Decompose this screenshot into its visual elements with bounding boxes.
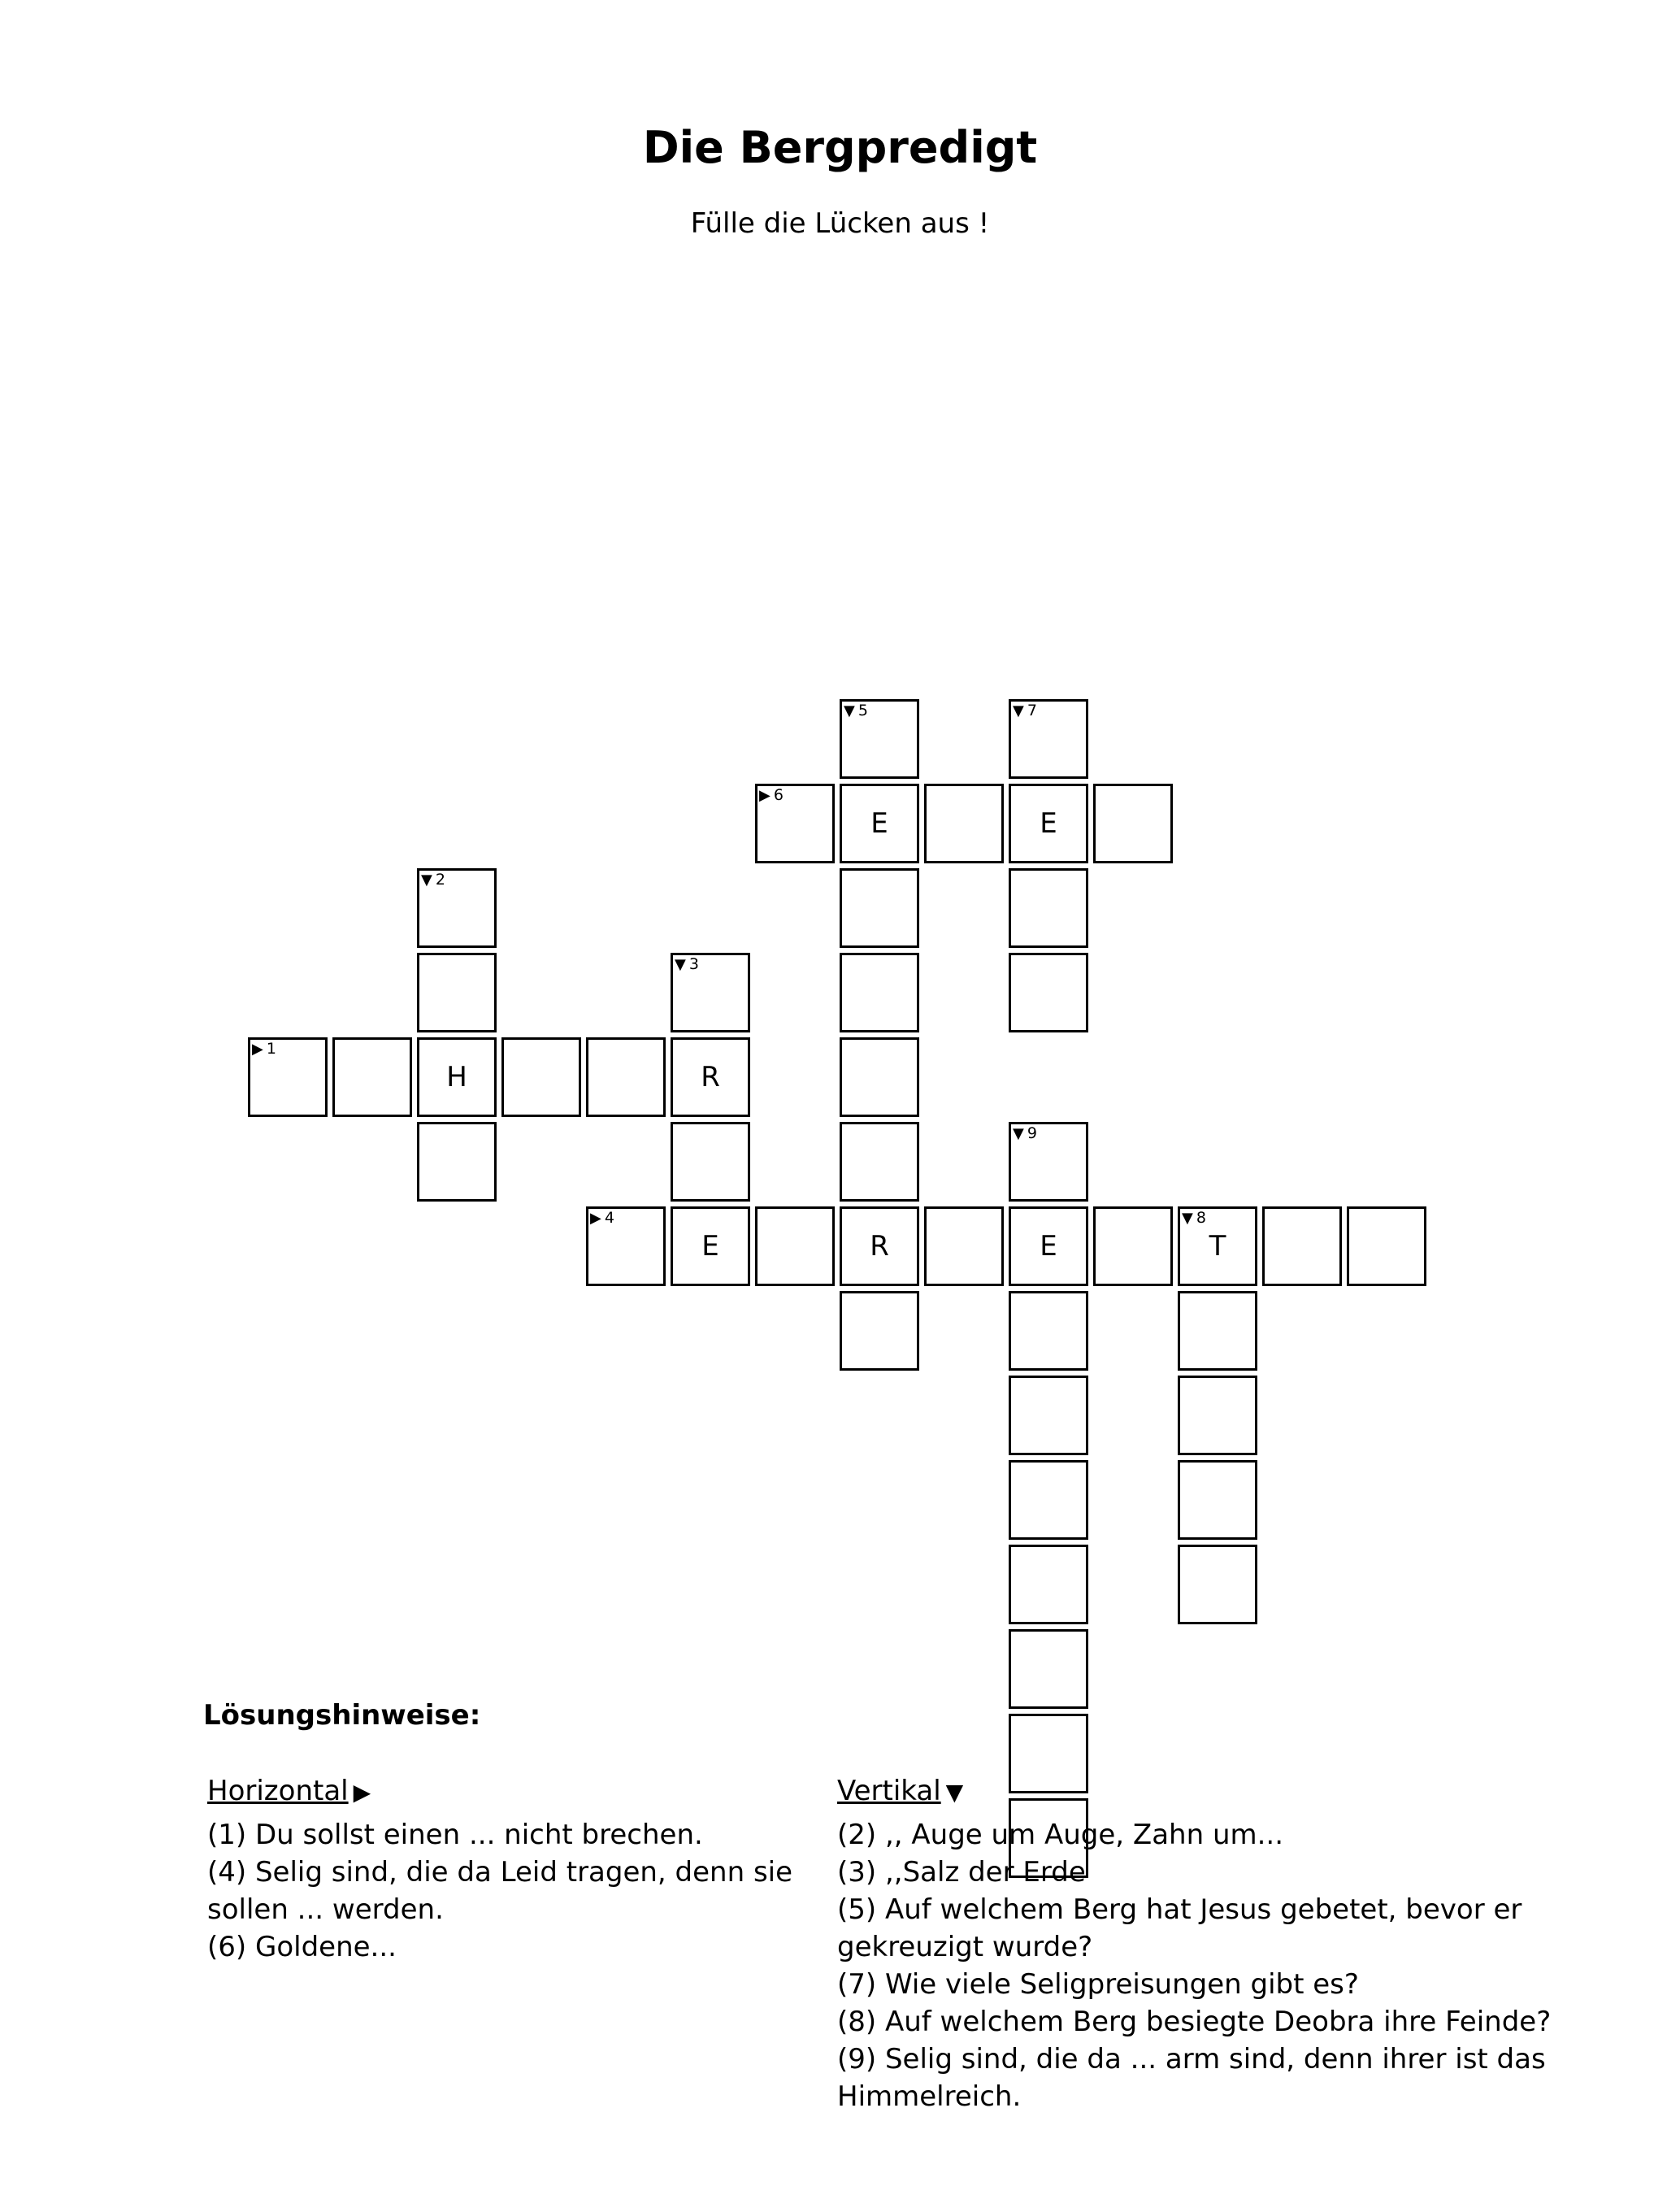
crossword-cell[interactable] <box>1178 1460 1257 1540</box>
crossword-cell[interactable] <box>1009 1545 1088 1624</box>
clue-down-2: (2) ,, Auge um Auge, Zahn um... <box>837 1819 1284 1851</box>
given-letter: R <box>701 1061 720 1093</box>
horizontal-clues <box>207 1772 809 1966</box>
crossword-cell[interactable] <box>1347 1206 1426 1286</box>
down-arrow-icon: ▼ <box>1182 1210 1193 1227</box>
right-arrow-icon: ▶ <box>759 787 771 804</box>
clue-down-5: (5) Auf welchem Berg hat Jesus gebetet, bevor er gekreuzigt wurde? <box>837 1893 1522 1963</box>
clue-number: 9 <box>1027 1124 1037 1142</box>
crossword-cell[interactable] <box>840 1206 919 1286</box>
crossword-cell[interactable] <box>1009 784 1088 863</box>
crossword-cell[interactable] <box>671 1206 750 1286</box>
crossword-cell[interactable] <box>586 1206 666 1286</box>
crossword-cell[interactable] <box>417 1122 497 1202</box>
crossword-cell[interactable] <box>755 1206 835 1286</box>
clue-number-label <box>421 872 445 888</box>
crossword-cell[interactable] <box>1093 1206 1173 1286</box>
crossword-cell[interactable] <box>1178 1545 1257 1624</box>
clue-down-9: (9) Selig sind, die da ... arm sind, denn ihrer ist das Himmelreich. <box>837 2043 1546 2113</box>
clue-number: 8 <box>1196 1209 1206 1227</box>
crossword-cell[interactable] <box>755 784 835 863</box>
clue-number-label <box>1013 1126 1037 1141</box>
clue-number: 4 <box>604 1209 614 1227</box>
crossword-cell[interactable] <box>1009 868 1088 948</box>
crossword-cell[interactable] <box>671 1037 750 1117</box>
right-arrow-icon: ▶ <box>252 1041 263 1058</box>
crossword-cell[interactable] <box>501 1037 581 1117</box>
given-letter: R <box>870 1230 889 1263</box>
crossword-cell[interactable] <box>1178 1291 1257 1371</box>
right-arrow-icon: ▶ <box>353 1779 371 1806</box>
crossword-cell[interactable] <box>1009 1122 1088 1202</box>
crossword-cell[interactable] <box>1093 784 1173 863</box>
crossword-cell[interactable] <box>840 1291 919 1371</box>
clue-number-label <box>1013 703 1037 719</box>
given-letter: E <box>1040 807 1057 840</box>
page-subtitle: Fülle die Lücken aus ! <box>690 207 990 240</box>
vertical-clues <box>837 1772 1569 2115</box>
crossword-cell[interactable] <box>1009 1291 1088 1371</box>
crossword-cell[interactable] <box>1009 1460 1088 1540</box>
crossword-cell[interactable] <box>1178 1376 1257 1455</box>
crossword-cell[interactable] <box>671 1122 750 1202</box>
crossword-cell[interactable] <box>1009 1629 1088 1709</box>
clue-number: 1 <box>266 1040 276 1058</box>
vertical-label: Vertikal <box>837 1775 941 1807</box>
down-arrow-icon: ▼ <box>675 956 686 973</box>
given-letter: T <box>1209 1230 1226 1263</box>
clue-number: 3 <box>688 955 699 973</box>
clue-number-label <box>675 957 699 972</box>
crossword-cell[interactable] <box>840 953 919 1032</box>
vertical-heading <box>837 1772 1569 1811</box>
given-letter: H <box>446 1061 467 1093</box>
crossword-cell[interactable] <box>1178 1206 1257 1286</box>
crossword-cell[interactable] <box>924 784 1004 863</box>
crossword-cell[interactable] <box>840 784 919 863</box>
crossword-cell[interactable] <box>840 1122 919 1202</box>
horizontal-heading <box>207 1772 809 1811</box>
crossword-cell[interactable] <box>248 1037 328 1117</box>
given-letter: E <box>1040 1230 1057 1263</box>
crossword-cell[interactable] <box>1009 953 1088 1032</box>
crossword-cell[interactable] <box>1009 1206 1088 1286</box>
crossword-cell[interactable] <box>840 868 919 948</box>
page-title: Die Bergpredigt <box>642 122 1038 173</box>
crossword-cell[interactable] <box>1262 1206 1342 1286</box>
crossword-cell[interactable] <box>840 699 919 779</box>
clue-number-label <box>590 1211 614 1226</box>
crossword-cell[interactable] <box>586 1037 666 1117</box>
down-arrow-icon: ▼ <box>945 1779 964 1806</box>
clue-number-label <box>844 703 868 719</box>
clue-down-8: (8) Auf welchem Berg besiegte Deobra ihre Feinde? <box>837 2006 1552 2038</box>
clue-number-label <box>759 788 784 803</box>
crossword-cell[interactable] <box>417 868 497 948</box>
down-arrow-icon: ▼ <box>421 871 432 889</box>
right-arrow-icon: ▶ <box>590 1210 601 1227</box>
clue-number-label <box>252 1041 276 1057</box>
crossword-cell[interactable] <box>417 953 497 1032</box>
clue-across-6: (6) Goldene... <box>207 1931 397 1963</box>
given-letter: E <box>701 1230 719 1263</box>
crossword-cell[interactable] <box>924 1206 1004 1286</box>
crossword-cell[interactable] <box>671 953 750 1032</box>
given-letter: E <box>870 807 888 840</box>
down-arrow-icon: ▼ <box>1013 702 1024 719</box>
crossword-cell[interactable] <box>840 1037 919 1117</box>
clue-across-1: (1) Du sollst einen ... nicht brechen. <box>207 1819 703 1851</box>
crossword-cell[interactable] <box>332 1037 412 1117</box>
clue-down-7: (7) Wie viele Seligpreisungen gibt es? <box>837 1968 1359 2001</box>
horizontal-label: Horizontal <box>207 1775 349 1807</box>
clue-down-3: (3) ,,Salz der Erde <box>837 1856 1086 1889</box>
crossword-cell[interactable] <box>1009 1376 1088 1455</box>
clue-number: 7 <box>1027 702 1037 719</box>
clue-number: 2 <box>435 871 445 889</box>
hints-heading: Lösungshinweise: <box>203 1699 481 1732</box>
crossword-cell[interactable] <box>1009 699 1088 779</box>
clue-number: 5 <box>857 702 868 719</box>
down-arrow-icon: ▼ <box>1013 1125 1024 1142</box>
crossword-cell[interactable] <box>417 1037 497 1117</box>
clue-across-4: (4) Selig sind, die da Leid tragen, denn sie sollen ... werden. <box>207 1856 793 1926</box>
down-arrow-icon: ▼ <box>844 702 855 719</box>
clue-number: 6 <box>773 786 784 804</box>
